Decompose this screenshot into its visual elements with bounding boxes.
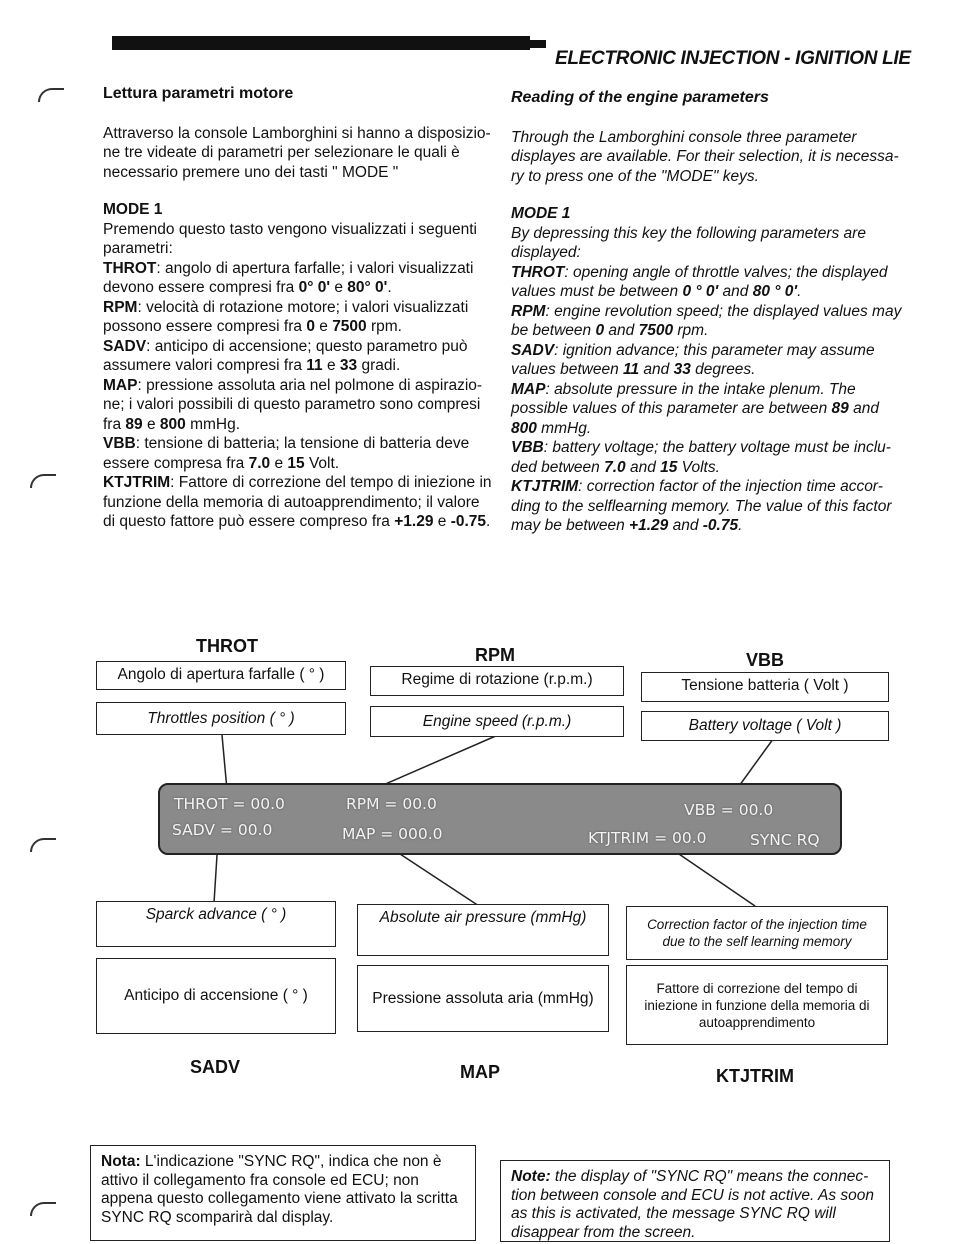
throt-box-it: Angolo di apertura farfalle ( ° ) [96, 661, 346, 690]
param-key: SADV [511, 341, 555, 359]
map-box-it: Pressione assoluta aria (mmHg) [357, 965, 609, 1032]
param-max-value: 33 [339, 357, 358, 374]
english-note-label: Note: [511, 1168, 551, 1185]
param-key: VBB [103, 435, 136, 452]
map-label: MAP [460, 1062, 500, 1082]
param-conjunction: and [718, 283, 753, 300]
param-key: VBB [511, 439, 544, 456]
param-key: THROT [511, 263, 565, 281]
param-max-value: -0.75 [450, 513, 487, 530]
vbb-box-it: Tensione batteria ( Volt ) [641, 672, 889, 702]
param-unit: . [486, 513, 491, 530]
param-conjunction: e [142, 415, 160, 433]
italian-mode-title: MODE 1 [103, 201, 163, 218]
rpm-box-en: Engine speed (r.p.m.) [370, 706, 624, 737]
italian-mode-intro: Premendo questo tasto vengono visualizzati i seguenti parametri: [103, 220, 477, 257]
sadv-box-en: Sparck advance ( ° ) [96, 901, 336, 947]
param-unit: rpm. [673, 322, 709, 339]
param-conjunction: and [639, 361, 674, 378]
display-map: MAP = 000.0 [342, 825, 443, 843]
param-min-value: 89 [125, 415, 143, 433]
param-conjunction: e [433, 513, 451, 530]
param-min-value: 0° 0' [298, 279, 331, 296]
english-note [500, 1160, 890, 1242]
param-min-value: 0 [306, 318, 315, 335]
throt-box-en: Throttles position ( ° ) [96, 702, 346, 735]
english-note-text: the display of "SYNC RQ" means the connec-tion between console and ECU is not active. As soon as this is activated, the message SYNC RQ will disappear from the screen. [511, 1168, 875, 1241]
english-intro: Through the Lamborghini console three parameter displayes are available. For their selection, it is necessa-ry to press one of the "MODE" keys. [511, 128, 899, 185]
param-text: : engine revolution speed; the displayed values may be between [511, 302, 902, 339]
map-box-en: Absolute air pressure (mmHg) [357, 904, 609, 956]
display-vbb: VBB = 00.0 [684, 801, 774, 819]
param-max-value: 800 [511, 419, 537, 437]
english-mode-intro: By depressing this key the following parameters are displayed: [511, 224, 866, 261]
param-unit: . [738, 517, 743, 534]
param-min-value: 11 [306, 357, 323, 374]
param-max-value: 15 [660, 458, 678, 476]
param-key: RPM [511, 302, 546, 320]
param-key: MAP [511, 380, 546, 398]
page-header-title: ELECTRONIC INJECTION - IGNITION LIE [555, 48, 911, 69]
param-conjunction: and [625, 458, 661, 476]
param-key: MAP [103, 376, 138, 394]
throt-label: THROT [196, 636, 258, 656]
param-conjunction: e [322, 357, 340, 374]
param-conjunction: and [604, 322, 639, 339]
param-unit: mmHg. [185, 415, 241, 433]
param-max-value: 80° 0' [347, 279, 388, 296]
param-unit: gradi. [357, 357, 401, 374]
param-text: : angolo di apertura farfalle; i valori visualizzati devono essere compresi fra [103, 259, 474, 296]
param-unit: Volt. [304, 454, 340, 472]
param-key: KTJTRIM [511, 478, 579, 495]
param-conjunction: e [270, 454, 288, 472]
param-max-value: 7500 [332, 318, 367, 335]
english-heading: Reading of the engine parameters [511, 89, 769, 106]
param-key: RPM [103, 298, 138, 316]
sadv-label: SADV [189, 1057, 240, 1077]
param-min-value: 89 [831, 400, 849, 417]
param-unit: . [797, 283, 802, 300]
param-key: KTJTRIM [103, 474, 171, 491]
display-sadv: SADV = 00.0 [172, 821, 273, 839]
english-mode-title: MODE 1 [511, 205, 571, 222]
param-key: SADV [103, 337, 147, 355]
param-min-value: 0 ° 0' [682, 283, 719, 300]
param-min-value: +1.29 [629, 517, 669, 534]
param-text: : absolute pressure in the intake plenum. The possible values of this parameter are between [511, 380, 856, 417]
display-throt: THROT = 00.0 [174, 795, 285, 813]
param-unit: rpm. [366, 318, 402, 335]
param-key: THROT [103, 259, 157, 277]
param-min-value: 11 [623, 361, 640, 378]
param-text: : correction factor of the injection time accor-ding to the selflearning memory. The value of this factor may be between [511, 478, 892, 534]
vbb-label: VBB [745, 650, 784, 670]
param-min-value: 7.0 [604, 458, 626, 476]
vbb-box-en: Battery voltage ( Volt ) [641, 711, 889, 741]
italian-note-label: Nota: [101, 1153, 141, 1170]
param-text: : pressione assoluta aria nel polmone di aspirazio-ne; i valori possibili di questo parametro sono compresi fra [103, 376, 483, 433]
param-unit: degrees. [690, 361, 756, 378]
rpm-label: RPM [475, 645, 515, 665]
display-sync-rq: SYNC RQ [750, 831, 820, 849]
param-unit: Volts. [677, 458, 720, 476]
kt-box-it: Fattore di correzione del tempo di iniezione in funzione della memoria di autoapprendimento [626, 965, 888, 1045]
param-conjunction: e [330, 279, 348, 296]
console-display [158, 783, 842, 855]
italian-heading: Lettura parametri motore [103, 85, 294, 102]
param-min-value: 7.0 [248, 454, 271, 472]
display-ktjtrim: KTJTRIM = 00.0 [588, 829, 707, 847]
param-max-value: 800 [159, 415, 186, 433]
rpm-box-it: Regime di rotazione (r.p.m.) [370, 666, 624, 696]
display-rpm: RPM = 00.0 [346, 795, 437, 813]
param-text: : ignition advance; this parameter may assume values between [511, 341, 875, 378]
kt-box-en: Correction factor of the injection time due to the self learning memory [626, 906, 888, 960]
param-min-value: 0 [595, 322, 605, 339]
param-text: : Fattore di correzione del tempo di iniezione in funzione della memoria di autoapprendimento; il valore di questo fattore può essere compreso fra [103, 474, 492, 530]
param-text: : velocità di rotazione motore; i valori visualizzati possono essere compresi fra [103, 298, 469, 335]
italian-intro: Attraverso la console Lamborghini si hanno a disposizio-ne tre videate di parametri per selezionare le quali è necessario premere uno dei tasti " MODE " [103, 124, 491, 181]
param-max-value: 15 [287, 454, 305, 472]
param-max-value: -0.75 [702, 517, 739, 534]
param-text: : battery voltage; the battery voltage must be inclu-ded between [511, 439, 891, 476]
param-min-value: +1.29 [394, 513, 434, 530]
param-conjunction: e [314, 318, 333, 335]
italian-note-text: L'indicazione "SYNC RQ", indica che non è attivo il collegamento fra console ed ECU; non appena questo collegamento viene attivato la scritta SYNC RQ scomparirà dal display. [101, 1153, 458, 1226]
param-unit: mmHg. [536, 419, 592, 437]
italian-note [90, 1145, 476, 1241]
param-text: : anticipo di accensione; questo parametro può assumere valori compresi fra [103, 337, 468, 374]
ktjtrim-label: KTJTRIM [716, 1066, 794, 1086]
param-conjunction: and [848, 400, 879, 417]
param-conjunction: and [668, 517, 703, 534]
sadv-box-it: Anticipo di accensione ( ° ) [96, 958, 336, 1034]
param-max-value: 7500 [638, 322, 674, 339]
param-max-value: 33 [673, 361, 691, 378]
param-text: : opening angle of throttle valves; the displayed values must be between [511, 263, 888, 300]
param-max-value: 80 ° 0' [752, 283, 798, 300]
param-text: : tensione di batteria; la tensione di batteria deve essere compresa fra [103, 435, 470, 472]
param-unit: . [387, 279, 392, 296]
